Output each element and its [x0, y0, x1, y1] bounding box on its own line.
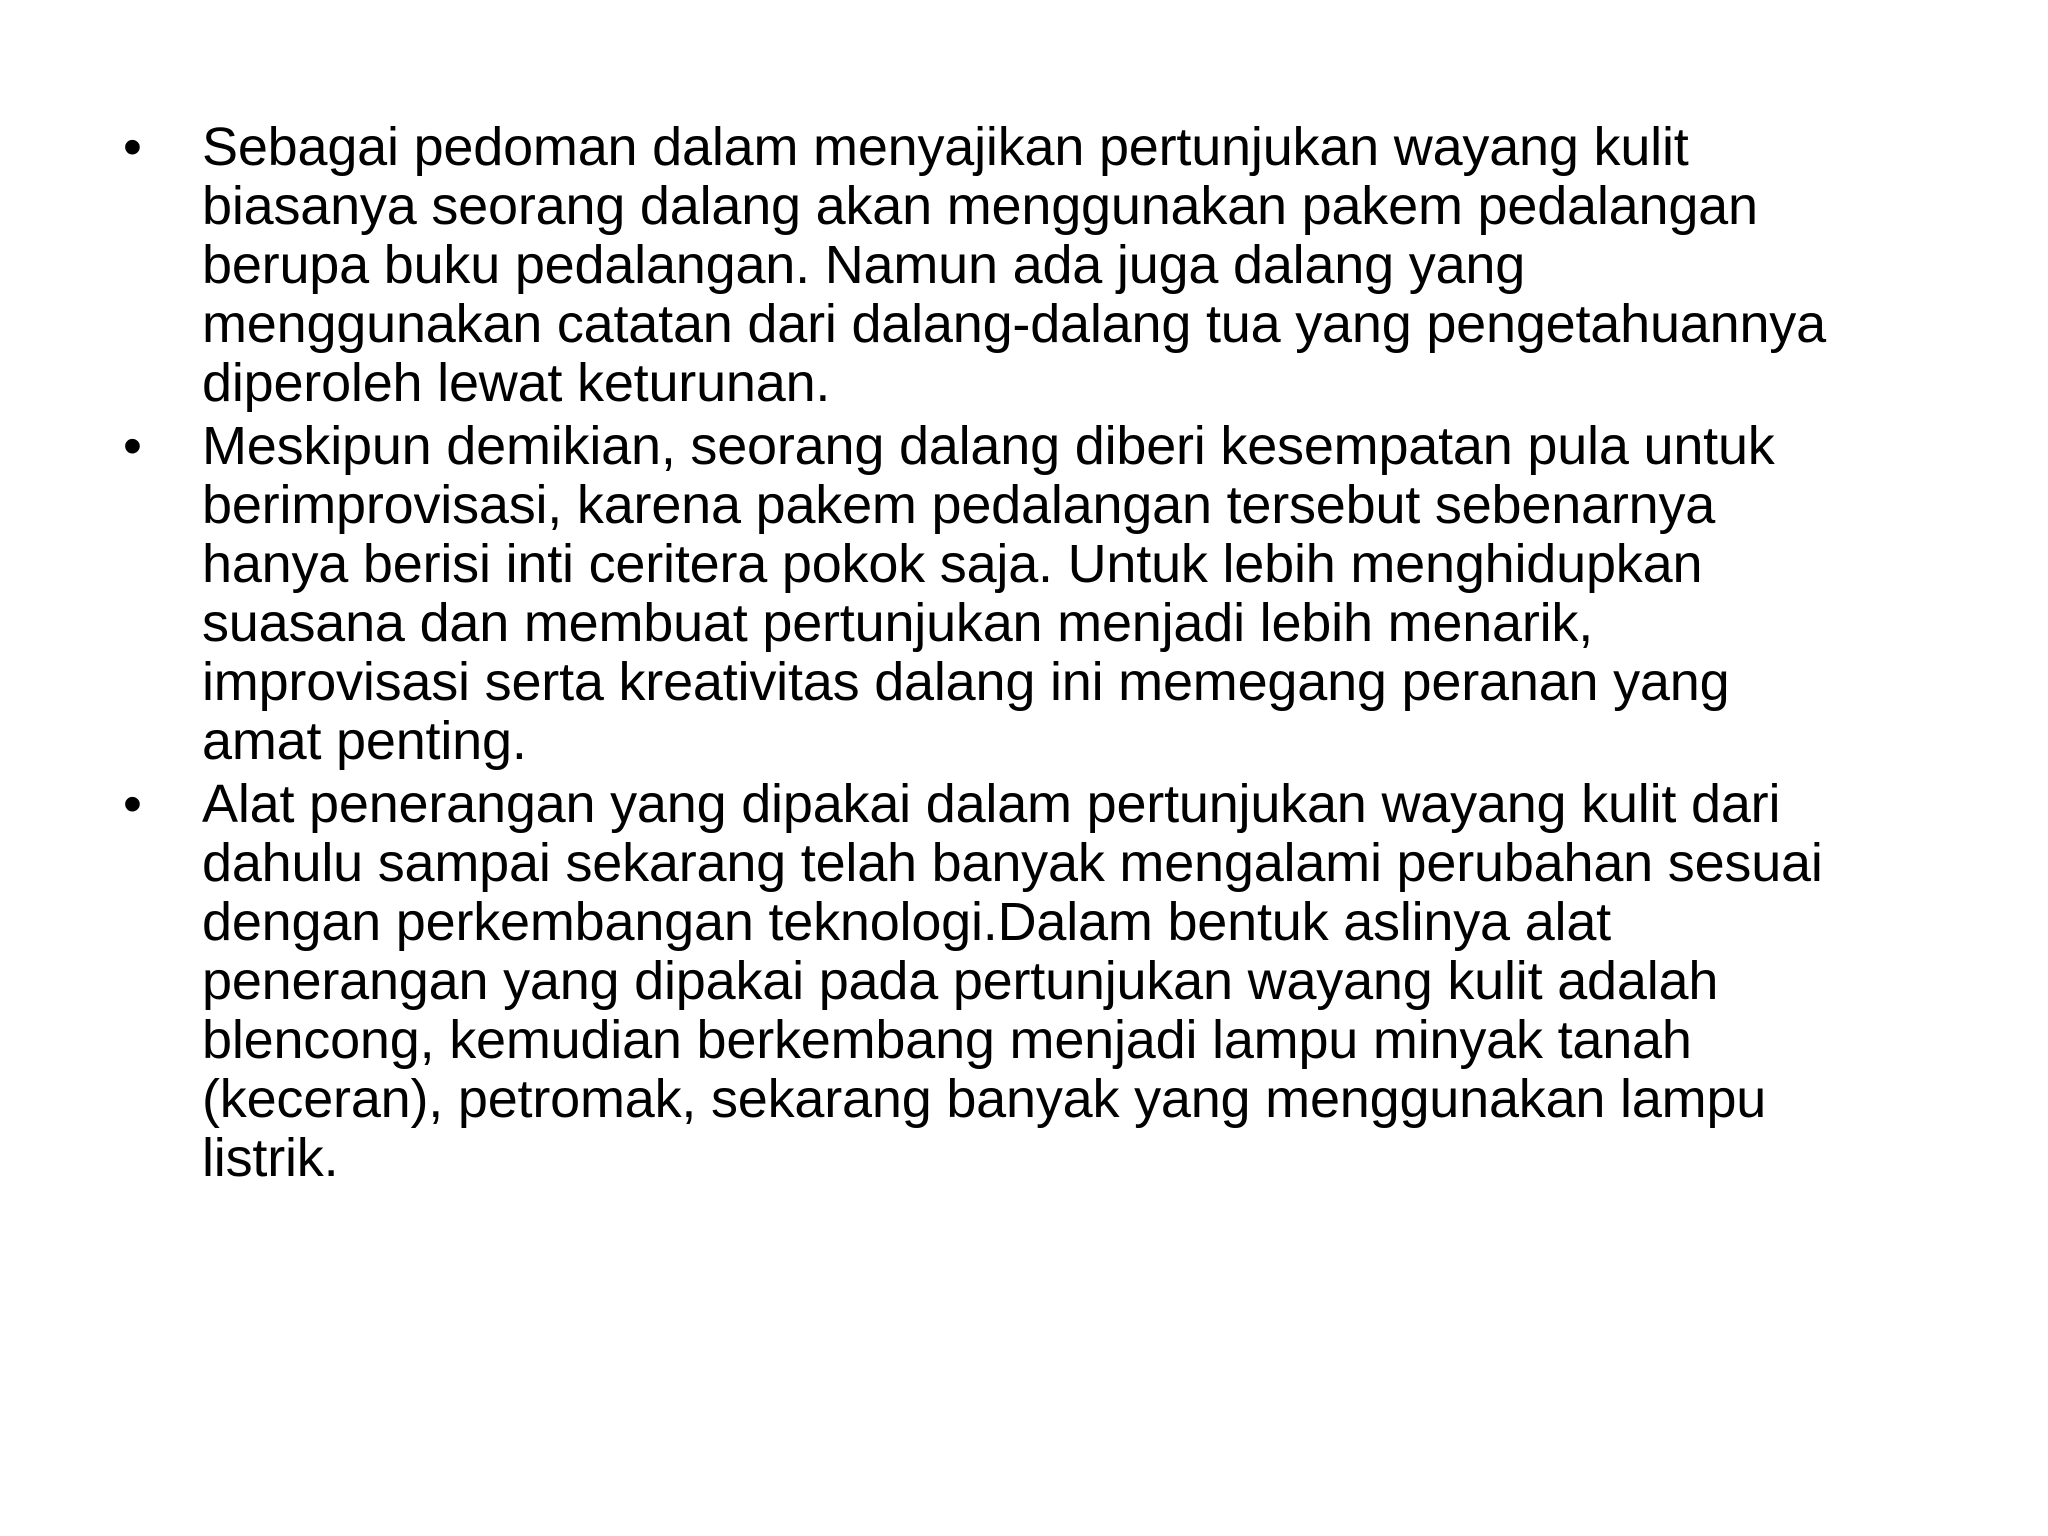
- bullet-text: Meskipun demikian, seorang dalang diberi kesempatan pula untuk berimprovisasi, karena pakem pedalangan tersebut sebenarnya hanya berisi inti ceritera pokok saja. Untuk lebih menghidupkan suasana dan membuat pertunjukan menjadi lebih menarik, improvisasi serta kreativitas dalang ini memegang peranan yang amat penting.: [202, 416, 1775, 771]
- bullet-text: Alat penerangan yang dipakai dalam pertunjukan wayang kulit dari dahulu sampai sekarang telah banyak mengalami perubahan sesuai dengan perkembangan teknologi.Dalam bentuk aslinya alat penerangan yang dipakai pada pertunjukan wayang kulit adalah blencong, kemudian berkembang menjadi lampu minyak tanah (keceran), petromak, sekarang banyak yang menggunakan lampu listrik.: [202, 774, 1823, 1188]
- bullet-text: Sebagai pedoman dalam menyajikan pertunjukan wayang kulit biasanya seorang dalang akan menggunakan pakem pedalangan berupa buku pedalangan. Namun ada juga dalang yang menggunakan catatan dari dalang-dalang tua yang pengetahuannya diperoleh lewat keturunan.: [202, 117, 1826, 413]
- bullet-item-2: [120, 417, 1950, 771]
- bullet-marker: •: [123, 774, 142, 834]
- bullet-marker: •: [123, 416, 142, 476]
- bullet-list: [120, 118, 1950, 1188]
- bullet-item-1: [120, 118, 1950, 413]
- slide-content: [120, 118, 1950, 1192]
- bullet-marker: •: [123, 117, 142, 177]
- bullet-item-3: [120, 775, 1950, 1188]
